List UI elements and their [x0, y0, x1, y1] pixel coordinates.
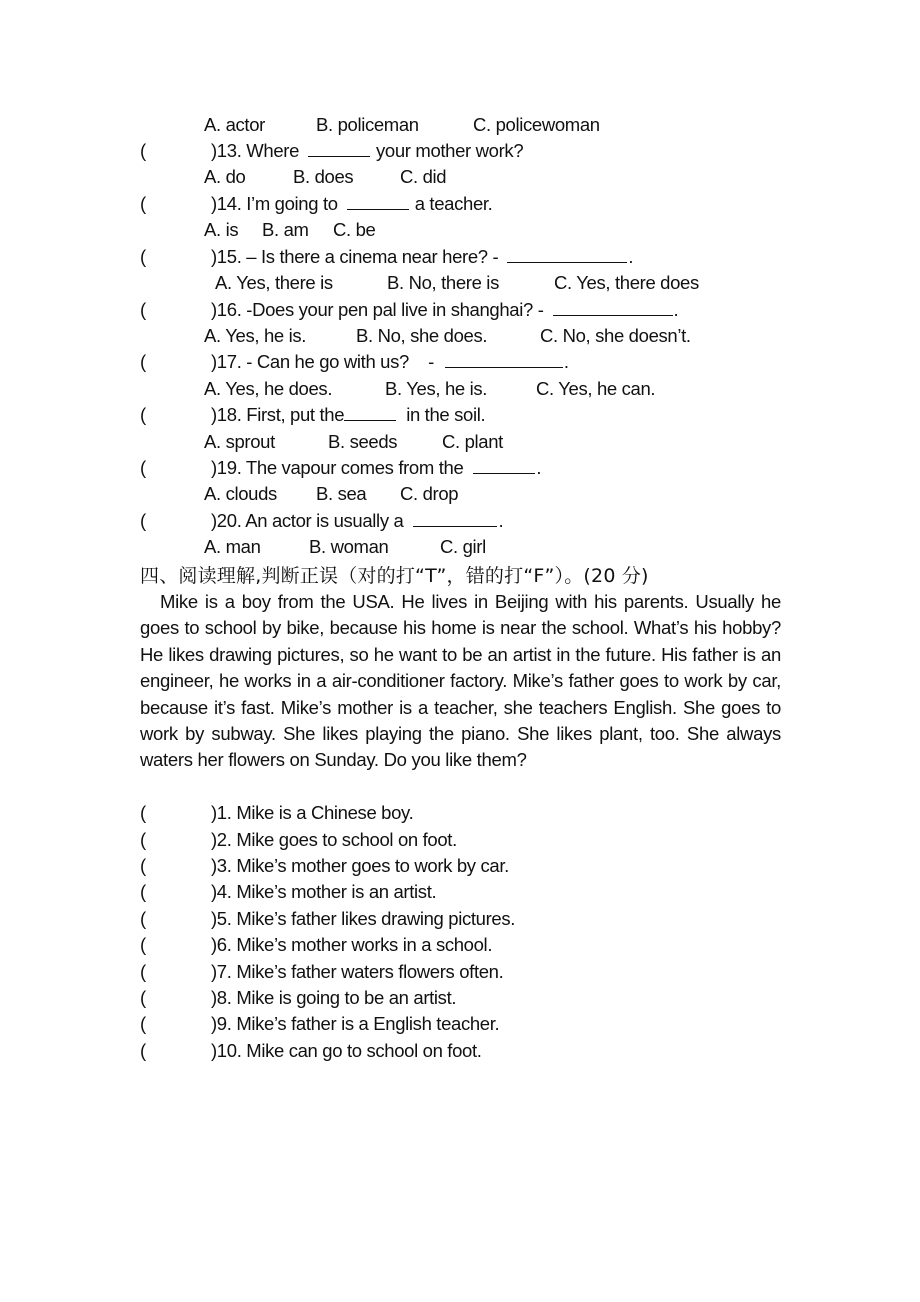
answer-paren: ( [140, 140, 146, 161]
statement-text: )1. Mike is a Chinese boy. [211, 802, 414, 823]
option-a: A. man [204, 536, 261, 557]
option-b: B. sea [316, 483, 367, 504]
answer-blank [507, 244, 627, 263]
q13-options [204, 164, 446, 190]
answer-paren: ( [140, 934, 146, 955]
q18-options [204, 429, 503, 455]
question-text-suffix: . [536, 457, 542, 478]
reading-passage [140, 589, 781, 774]
option-c: C. Yes, there does [554, 272, 699, 293]
statement-text: )7. Mike’s father waters flowers often. [211, 961, 504, 982]
q20-options [204, 534, 486, 560]
option-a: A. clouds [204, 483, 277, 504]
option-c: C. policewoman [473, 114, 600, 135]
answer-paren: ( [140, 987, 146, 1008]
q14-options [204, 217, 375, 243]
question-text-suffix: . [628, 246, 634, 267]
question-text: )15. – Is there a cinema near here? - [211, 246, 499, 267]
statement-text: )9. Mike’s father is a English teacher. [211, 1013, 500, 1034]
answer-paren: ( [140, 351, 146, 372]
answer-paren: ( [140, 1013, 146, 1034]
option-b: B. does [293, 166, 354, 187]
option-b: B. seeds [328, 431, 398, 452]
q17-options [204, 376, 655, 402]
option-a: A. do [204, 166, 246, 187]
option-c: C. girl [440, 536, 486, 557]
statement-text: )3. Mike’s mother goes to work by car. [211, 855, 509, 876]
answer-paren: ( [140, 881, 146, 902]
option-b: B. No, there is [387, 272, 499, 293]
q12-options [204, 112, 600, 138]
option-b: B. am [262, 219, 309, 240]
question-text: )17. - Can he go with us? - [211, 351, 434, 372]
question-text: )16. -Does your pen pal live in shanghai? - [211, 299, 544, 320]
answer-paren: ( [140, 510, 146, 531]
answer-blank [473, 455, 535, 474]
statement-text: )4. Mike’s mother is an artist. [211, 881, 437, 902]
option-b: B. Yes, he is. [385, 378, 488, 399]
answer-paren: ( [140, 404, 146, 425]
statement-text: )6. Mike’s mother works in a school. [211, 934, 493, 955]
answer-paren: ( [140, 829, 146, 850]
question-text-suffix: a teacher. [414, 193, 493, 214]
statement-text: )2. Mike goes to school on foot. [211, 829, 457, 850]
answer-paren: ( [140, 193, 146, 214]
answer-paren: ( [140, 908, 146, 929]
answer-blank [413, 508, 497, 527]
option-a: A. is [204, 219, 239, 240]
statement-text: )8. Mike is going to be an artist. [211, 987, 457, 1008]
question-text: )13. Where [211, 140, 300, 161]
answer-blank [308, 138, 370, 157]
option-a: A. Yes, there is [215, 272, 333, 293]
q19-options [204, 481, 458, 507]
answer-paren: ( [140, 246, 146, 267]
question-text: )20. An actor is usually a [211, 510, 404, 531]
question-text-suffix: in the soil. [406, 404, 486, 425]
option-a: A. actor [204, 114, 265, 135]
option-c: C. be [333, 219, 376, 240]
answer-paren: ( [140, 802, 146, 823]
option-b: B. No, she does. [356, 325, 488, 346]
answer-paren: ( [140, 299, 146, 320]
option-a: A. sprout [204, 431, 275, 452]
question-text-suffix: . [563, 351, 569, 372]
question-text: )19. The vapour comes from the [211, 457, 464, 478]
question-text: )18. First, put the [211, 404, 345, 425]
statement-text: )10. Mike can go to school on foot. [211, 1040, 482, 1061]
q16-options [204, 323, 691, 349]
answer-paren: ( [140, 855, 146, 876]
question-text-suffix: . [498, 510, 504, 531]
option-c: C. Yes, he can. [536, 378, 656, 399]
answer-blank [553, 297, 673, 316]
question-text: )14. I’m going to [211, 193, 338, 214]
option-a: A. Yes, he is. [204, 325, 307, 346]
option-c: C. did [400, 166, 447, 187]
option-a: A. Yes, he does. [204, 378, 333, 399]
statement-text: )5. Mike’s father likes drawing pictures. [211, 908, 516, 929]
q15-options [215, 270, 699, 296]
answer-paren: ( [140, 457, 146, 478]
question-text-suffix: your mother work? [376, 140, 524, 161]
question-text-suffix: . [673, 299, 679, 320]
answer-blank [347, 191, 409, 210]
option-c: C. drop [400, 483, 459, 504]
option-b: B. woman [309, 536, 389, 557]
passage-text: Mike is a boy from the USA. He lives in Beijing with his parents. Usually he goes to school by bike, because his home is near the school. What’s his hobby? He likes drawing pictures, so he want to be an artist in the future. His father is an engineer, he works in a air-conditioner factory. Mike’s father goes to work by car, because it’s fast. Mike’s mother is a teacher, she teachers English. She goes to work by subway. She likes playing the piano. She likes plant, too. She always waters her flowers on Sunday. Do you like them? [140, 591, 781, 771]
answer-blank [344, 402, 396, 421]
answer-blank [445, 349, 563, 368]
answer-paren: ( [140, 961, 146, 982]
option-c: C. No, she doesn’t. [540, 325, 691, 346]
section-heading: 四、阅读理解,判断正误（对的打“T”，错的打“F”）。(20 分) [140, 565, 649, 587]
option-b: B. policeman [316, 114, 419, 135]
answer-paren: ( [140, 1040, 146, 1061]
option-c: C. plant [442, 431, 503, 452]
